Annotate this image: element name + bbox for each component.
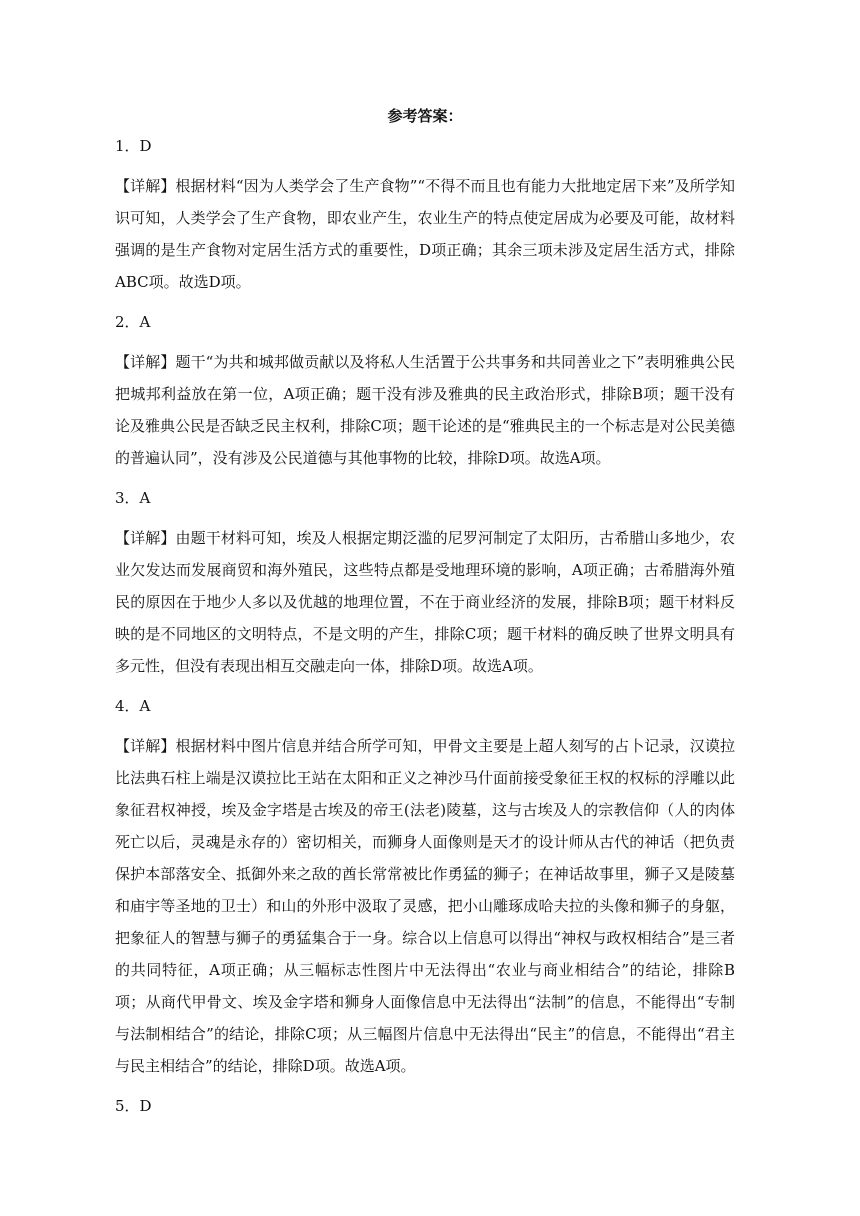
explanation-tag: 【详解】 — [115, 353, 176, 371]
explanation-text: 根据材料“因为人类学会了生产食物”“不得不而且也有能力大批地定居下来”及所学知识可知，人类学会了生产食物，即农业产生，农业生产的特点使定居成为必要及可能，故材料强调的是生产食物对定居生活方式的重要性，D项正确；其余三项未涉及定居生活方式，排除ABC项。故选D项。 — [115, 177, 735, 291]
answer-explanation-2 — [115, 346, 735, 474]
answer-explanation-3 — [115, 522, 735, 682]
explanation-tag: 【详解】 — [115, 737, 176, 755]
answer-number-2: 2．A — [115, 313, 151, 331]
answer-explanation-4 — [115, 730, 735, 1082]
explanation-text: 题干“为共和城邦做贡献以及将私人生活置于公共事务和共同善业之下”表明雅典公民把城邦利益放在第一位，A项正确；题干没有涉及雅典的民主政治形式，排除B项；题干没有论及雅典公民是否缺乏民主权利，排除C项；题干论述的是“雅典民主的一个标志是对公民美德的普遍认同”，没有涉及公民道德与其他事物的比较，排除D项。故选A项。 — [115, 353, 735, 467]
answer-number-3: 3．A — [115, 489, 151, 507]
explanation-text: 由题干材料可知，埃及人根据定期泛滥的尼罗河制定了太阳历，古希腊山多地少，农业欠发达而发展商贸和海外殖民，这些特点都是受地理环境的影响，A项正确；古希腊海外殖民的原因在于地少人多以及优越的地理位置，不在于商业经济的发展，排除B项；题干材料反映的是不同地区的文明特点，不是文明的产生，排除C项；题干材料的确反映了世界文明具有多元性，但没有表现出相互交融走向一体，排除D项。故选A项。 — [115, 529, 735, 675]
answer-explanation-1 — [115, 170, 735, 298]
explanation-tag: 【详解】 — [115, 177, 176, 195]
answer-content — [115, 104, 735, 1130]
answer-number-1: 1．D — [115, 137, 152, 155]
page-title: 参考答案： — [387, 107, 463, 125]
explanation-tag: 【详解】 — [115, 529, 176, 547]
answer-number-4: 4．A — [115, 697, 151, 715]
explanation-text: 根据材料中图片信息并结合所学可知，甲骨文主要是上超人刻写的占卜记录，汉谟拉比法典石柱上端是汉谟拉比王站在太阳和正义之神沙马什面前接受象征王权的权标的浮雕以此象征君权神授，埃及金字塔是古埃及的帝王(法老)陵墓，这与古埃及人的宗教信仰（人的肉体死亡以后，灵魂是永存的）密切相关，而狮身人面像则是天才的设计师从古代的神话（把负责保护本部落安全、抵御外来之敌的酋长常常被比作勇猛的狮子；在神话故事里，狮子又是陵墓和庙宇等圣地的卫士）和山的外形中汲取了灵感，把小山雕琢成哈夫拉的头像和狮子的身躯，把象征人的智慧与狮子的勇猛集合于一身。综合以上信息可以得出“神权与政权相结合”是三者的共同特征，A项正确；从三幅标志性图片中无法得出“农业与商业相结合”的结论，排除B项；从商代甲骨文、埃及金字塔和狮身人面像信息中无法得出“法制”的信息，不能得出“专制与法制相结合”的结论，排除C项；从三幅图片信息中无法得出“民主”的信息，不能得出“君主与民主相结合”的结论，排除D项。故选A项。 — [115, 737, 735, 1075]
answer-number-5: 5．D — [115, 1097, 152, 1115]
